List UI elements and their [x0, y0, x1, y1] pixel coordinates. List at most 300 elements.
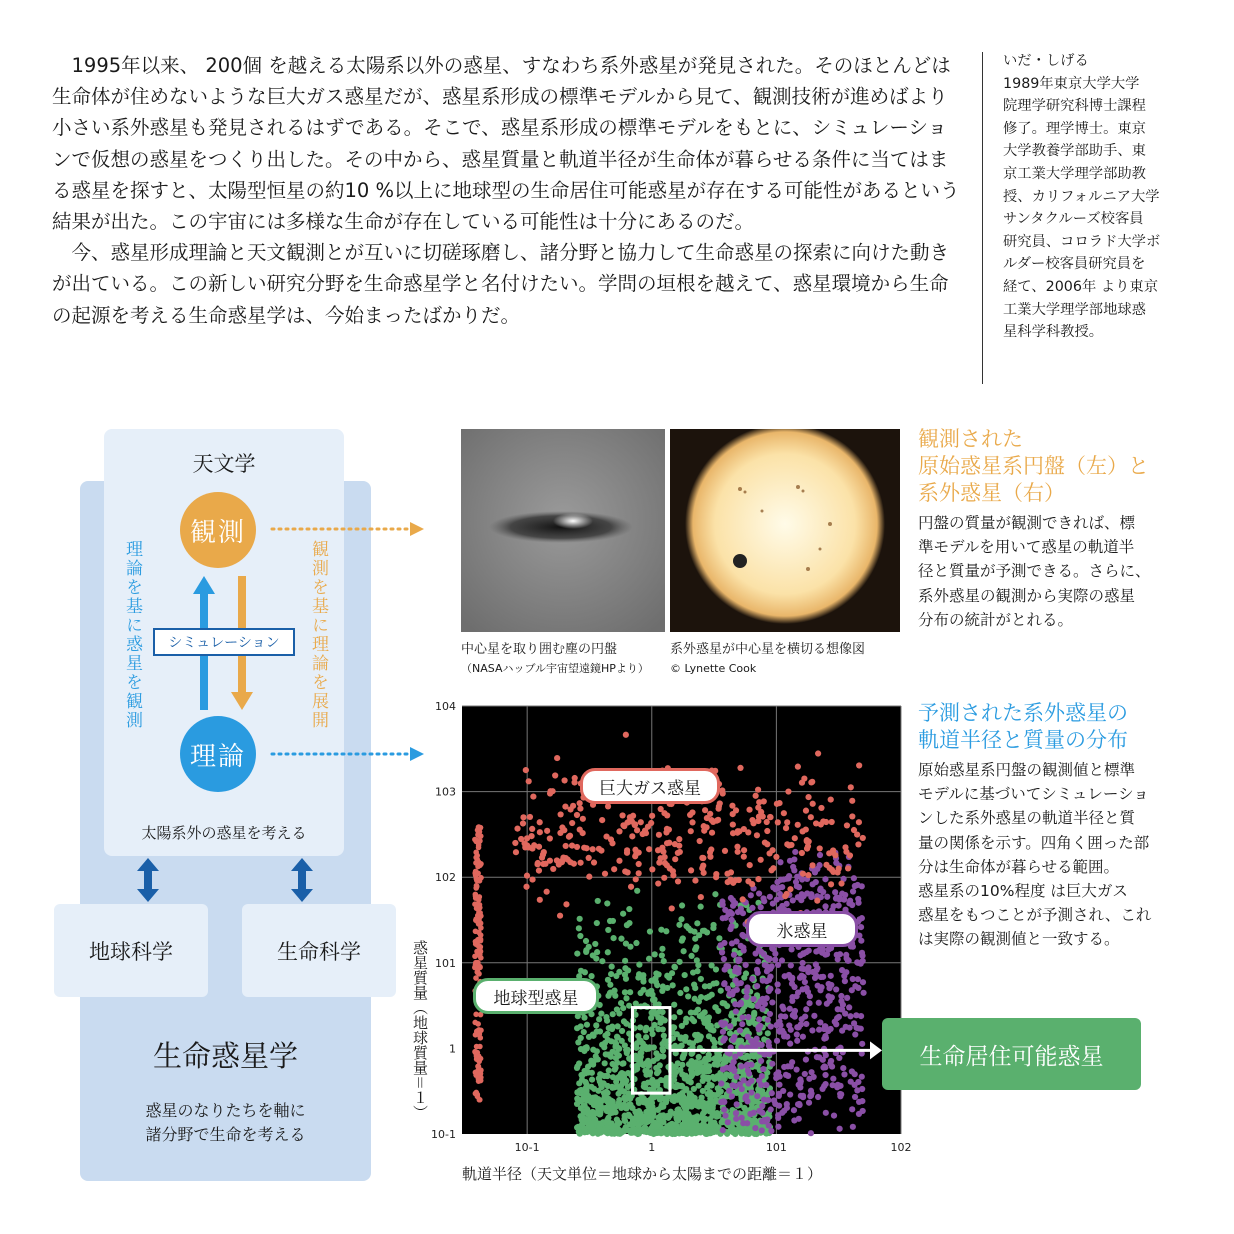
data-point — [633, 1000, 639, 1006]
data-point — [760, 895, 766, 901]
data-point — [826, 985, 832, 991]
data-point — [685, 1078, 691, 1084]
data-point — [692, 1065, 698, 1071]
data-point — [623, 976, 629, 982]
simulation-label: シミュレーション — [153, 628, 295, 656]
data-point — [858, 1013, 864, 1019]
data-point — [633, 940, 639, 946]
data-point — [612, 993, 618, 999]
data-point — [554, 755, 560, 761]
data-point — [734, 844, 740, 850]
data-point — [682, 1118, 688, 1124]
data-point — [791, 1107, 797, 1113]
data-point — [680, 1055, 686, 1061]
data-point — [629, 833, 635, 839]
main-description-2: 諸分野で生命を考える — [145, 1125, 306, 1144]
data-point — [677, 990, 683, 996]
data-point — [578, 1046, 584, 1052]
data-point — [764, 841, 770, 847]
data-point — [813, 973, 819, 979]
data-point — [759, 1103, 765, 1109]
data-point — [837, 951, 843, 957]
data-point — [710, 922, 716, 928]
data-point — [544, 828, 550, 834]
data-point — [849, 813, 855, 819]
data-point — [604, 1090, 610, 1096]
data-point — [803, 826, 809, 832]
data-point — [854, 882, 860, 888]
observation-circle: 観測 — [180, 492, 256, 568]
data-point — [634, 1062, 640, 1068]
data-point — [679, 902, 685, 908]
data-point — [852, 983, 858, 989]
data-point — [849, 798, 855, 804]
data-point — [819, 950, 825, 956]
data-point — [591, 1119, 597, 1125]
data-point — [688, 1129, 694, 1135]
data-point — [787, 886, 793, 892]
data-point — [860, 979, 866, 985]
data-point — [756, 1016, 762, 1022]
data-point — [652, 951, 658, 957]
data-point — [791, 856, 797, 862]
data-point — [755, 787, 761, 793]
section-heading-line: 系外惑星（右） — [918, 481, 1065, 505]
data-point — [552, 772, 558, 778]
data-point — [761, 951, 767, 957]
data-point — [678, 916, 684, 922]
data-point — [847, 898, 853, 904]
data-point — [605, 1115, 611, 1121]
data-point — [703, 995, 709, 1001]
data-point — [763, 1082, 769, 1088]
column-divider — [982, 52, 983, 384]
data-point — [686, 1040, 692, 1046]
data-point — [604, 1018, 610, 1024]
data-point — [664, 840, 670, 846]
data-point — [848, 784, 854, 790]
data-point — [597, 1126, 603, 1132]
data-point — [856, 1099, 862, 1105]
data-point — [822, 1081, 828, 1087]
data-point — [604, 1098, 610, 1104]
data-point — [475, 1094, 481, 1100]
data-point — [710, 1027, 716, 1033]
data-point — [808, 1069, 814, 1075]
data-point — [594, 1029, 600, 1035]
data-point — [796, 1101, 802, 1107]
data-point — [692, 985, 698, 991]
x-tick-label: 10-1 — [514, 1141, 540, 1154]
data-point — [729, 1093, 735, 1099]
data-point — [744, 984, 750, 990]
data-point — [800, 871, 806, 877]
section-heading-line: 観測された — [918, 427, 1023, 451]
data-point — [748, 1062, 754, 1068]
data-point — [849, 1106, 855, 1112]
data-point — [567, 833, 573, 839]
data-point — [660, 849, 666, 855]
data-point — [823, 1110, 829, 1116]
data-point — [704, 1064, 710, 1070]
data-point — [725, 1119, 731, 1125]
data-point — [739, 1115, 745, 1121]
data-point — [746, 807, 752, 813]
left-arrow-text: 理論を基に惑星を観測 — [122, 540, 142, 730]
data-point — [842, 892, 848, 898]
data-point — [799, 965, 805, 971]
section-body-line: 準モデルを用いて惑星の軌道半 — [918, 538, 1135, 557]
data-point — [807, 993, 813, 999]
data-point — [669, 905, 675, 911]
data-point — [738, 1000, 744, 1006]
data-point — [622, 989, 628, 995]
data-point — [619, 1028, 625, 1034]
data-point — [810, 801, 816, 807]
data-point — [595, 1107, 601, 1113]
data-point — [627, 1113, 633, 1119]
data-point — [648, 988, 654, 994]
data-point — [608, 971, 614, 977]
data-point — [475, 827, 481, 833]
data-point — [601, 1044, 607, 1050]
data-point — [785, 788, 791, 794]
data-point — [723, 963, 729, 969]
data-point — [695, 1032, 701, 1038]
data-point — [756, 799, 762, 805]
data-point — [478, 1035, 484, 1041]
data-point — [830, 1076, 836, 1082]
data-point — [732, 1001, 738, 1007]
data-point — [577, 860, 583, 866]
data-point — [725, 985, 731, 991]
data-point — [678, 1043, 684, 1049]
data-point — [701, 823, 707, 829]
bio-line: 修了。理学博士。東京 — [1003, 120, 1146, 137]
data-point — [781, 1108, 787, 1114]
data-point — [473, 928, 479, 934]
data-point — [540, 851, 546, 857]
data-point — [583, 1087, 589, 1093]
data-point — [665, 1115, 671, 1121]
data-point — [822, 903, 828, 909]
data-point — [776, 1082, 782, 1088]
data-point — [474, 878, 480, 884]
data-point — [636, 1100, 642, 1106]
data-point — [858, 938, 864, 944]
data-point — [817, 845, 823, 851]
data-point — [788, 962, 794, 968]
data-point — [775, 988, 781, 994]
data-point — [598, 1120, 604, 1126]
data-point — [583, 947, 589, 953]
data-point — [610, 935, 616, 941]
data-point — [762, 1001, 768, 1007]
data-point — [614, 1006, 620, 1012]
gas-giant-label: 巨大ガス惑星 — [580, 768, 720, 804]
data-point — [770, 865, 776, 871]
data-point — [839, 1006, 845, 1012]
x-axis-label: 軌道半径（天文単位＝地球から太陽までの距離＝１） — [462, 1165, 823, 1183]
bio-line: サンタクルーズ校客員 — [1003, 211, 1144, 228]
bio-line: 京工業大学理学部助教 — [1003, 165, 1146, 182]
data-point — [671, 1002, 677, 1008]
data-point — [583, 938, 589, 944]
data-point — [597, 1071, 603, 1077]
data-point — [542, 861, 548, 867]
data-point — [758, 904, 764, 910]
data-point — [477, 910, 483, 916]
data-point — [475, 832, 481, 838]
data-point — [818, 984, 824, 990]
double-arrow-icon — [291, 858, 313, 902]
data-point — [672, 1043, 678, 1049]
data-point — [605, 803, 611, 809]
data-point — [706, 983, 712, 989]
data-point — [803, 1057, 809, 1063]
terrestrial-label: 地球型惑星 — [473, 978, 599, 1014]
data-point — [749, 976, 755, 982]
data-point — [659, 946, 665, 952]
bio-line: 経て、2006年 より東京 — [1003, 278, 1159, 295]
data-point — [649, 813, 655, 819]
data-point — [730, 821, 736, 827]
data-point — [569, 820, 575, 826]
data-point — [611, 866, 617, 872]
data-point — [630, 1118, 636, 1124]
data-point — [605, 927, 611, 933]
data-point — [743, 970, 749, 976]
data-point — [591, 859, 597, 865]
data-point — [805, 843, 811, 849]
data-point — [571, 861, 577, 867]
data-point — [565, 856, 571, 862]
data-point — [605, 1052, 611, 1058]
data-point — [762, 1118, 768, 1124]
data-point — [850, 976, 856, 982]
data-point — [766, 977, 772, 983]
data-point — [478, 861, 484, 867]
data-point — [653, 1050, 659, 1056]
data-point — [714, 1113, 720, 1119]
data-point — [694, 920, 700, 926]
data-point — [828, 1026, 834, 1032]
data-point — [544, 889, 550, 895]
data-point — [671, 1014, 677, 1020]
data-point — [760, 978, 766, 984]
data-point — [820, 889, 826, 895]
data-point — [586, 874, 592, 880]
data-point — [734, 1101, 740, 1107]
data-point — [754, 983, 760, 989]
data-point — [800, 950, 806, 956]
data-point — [822, 1023, 828, 1029]
data-point — [775, 1124, 781, 1130]
data-point — [700, 855, 706, 861]
data-point — [472, 953, 478, 959]
data-point — [610, 1074, 616, 1080]
data-point — [593, 1022, 599, 1028]
data-point — [720, 1066, 726, 1072]
bio-line: 研究員、コロラド大学ボ — [1003, 233, 1161, 250]
data-point — [776, 1103, 782, 1109]
data-point — [727, 1066, 733, 1072]
data-point — [844, 995, 850, 1001]
data-point — [767, 894, 773, 900]
habitable-planet-box: 生命居住可能惑星 — [882, 1018, 1141, 1090]
data-point — [755, 970, 761, 976]
data-point — [756, 1077, 762, 1083]
intro-paragraph-2: 今、惑星形成理論と天文観測とが互いに切磋琢磨し、諸分野と協力して生命惑星の探索に向けた動きが出ている。この新しい研究分野を生命惑星学と名付けたい。学問の垣根を越えて、惑星環境から生命の起源を考える生命惑星学は、今始まったばかりだ。 — [52, 241, 950, 327]
data-point — [754, 1093, 760, 1099]
data-point — [590, 1113, 596, 1119]
data-point — [838, 993, 844, 999]
data-point — [725, 879, 731, 885]
data-point — [676, 1083, 682, 1089]
data-point — [632, 822, 638, 828]
data-point — [624, 847, 630, 853]
data-point — [829, 994, 835, 1000]
data-point — [582, 969, 588, 975]
data-point — [782, 1013, 788, 1019]
data-point — [698, 894, 704, 900]
data-point — [694, 957, 700, 963]
data-point — [524, 842, 530, 848]
data-point — [567, 806, 573, 812]
data-point — [473, 839, 479, 845]
data-point — [638, 819, 644, 825]
data-point — [728, 895, 734, 901]
data-point — [584, 1082, 590, 1088]
data-point — [816, 1000, 822, 1006]
data-point — [765, 1017, 771, 1023]
data-point — [536, 867, 542, 873]
data-point — [634, 1056, 640, 1062]
data-point — [792, 835, 798, 841]
data-point — [844, 955, 850, 961]
data-point — [716, 935, 722, 941]
data-point — [627, 1096, 633, 1102]
data-point — [755, 958, 761, 964]
data-point — [590, 1047, 596, 1053]
data-point — [731, 952, 737, 958]
section-body-line: 惑星をもつことが予測され、これ — [918, 906, 1152, 925]
data-point — [656, 1009, 662, 1015]
data-point — [671, 1024, 677, 1030]
data-point — [683, 1073, 689, 1079]
data-point — [767, 850, 773, 856]
data-point — [741, 847, 747, 853]
data-point — [720, 1022, 726, 1028]
data-point — [732, 1053, 738, 1059]
data-point — [789, 976, 795, 982]
data-point — [599, 958, 605, 964]
data-point — [576, 1129, 582, 1135]
data-point — [679, 938, 685, 944]
data-point — [794, 1066, 800, 1072]
data-point — [841, 1071, 847, 1077]
data-point — [753, 793, 759, 799]
data-point — [660, 1103, 666, 1109]
section-heading-line: 予測された系外惑星の — [918, 701, 1128, 725]
data-point — [806, 1100, 812, 1106]
planet-icon — [733, 554, 747, 568]
bio-line: 工業大学理学部地球惑 — [1003, 301, 1146, 318]
data-point — [838, 880, 844, 886]
data-point — [860, 835, 866, 841]
data-point — [774, 801, 780, 807]
data-point — [620, 1060, 626, 1066]
data-point — [814, 898, 820, 904]
section-body-line: 量の関係を示す。四角く囲った部 — [918, 833, 1150, 852]
data-point — [537, 897, 543, 903]
data-point — [813, 879, 819, 885]
data-point — [854, 959, 860, 965]
data-point — [473, 860, 479, 866]
data-point — [784, 819, 790, 825]
data-point — [612, 1067, 618, 1073]
data-point — [702, 807, 708, 813]
data-point — [789, 994, 795, 1000]
data-point — [791, 1117, 797, 1123]
data-point — [811, 1013, 817, 1019]
data-point — [661, 875, 667, 881]
data-point — [547, 790, 553, 796]
data-point — [709, 1092, 715, 1098]
data-point — [692, 1009, 698, 1015]
data-point — [629, 1105, 635, 1111]
data-point — [805, 964, 811, 970]
data-point — [803, 808, 809, 814]
data-point — [618, 1075, 624, 1081]
data-point — [744, 1098, 750, 1104]
data-point — [677, 849, 683, 855]
data-point — [659, 1045, 665, 1051]
data-point — [748, 892, 754, 898]
data-point — [785, 875, 791, 881]
data-point — [536, 844, 542, 850]
data-point — [714, 1129, 720, 1135]
data-point — [604, 1073, 610, 1079]
data-point — [800, 960, 806, 966]
data-point — [794, 1038, 800, 1044]
data-point — [589, 1076, 595, 1082]
data-point — [584, 1045, 590, 1051]
data-point — [771, 1097, 777, 1103]
data-point — [860, 990, 866, 996]
data-point — [787, 1091, 793, 1097]
data-point — [582, 1129, 588, 1135]
link-arrows — [80, 855, 371, 905]
data-point — [739, 1021, 745, 1027]
data-point — [646, 846, 652, 852]
data-point — [689, 819, 695, 825]
data-point — [615, 1091, 621, 1097]
data-point — [474, 853, 480, 859]
data-point — [830, 847, 836, 853]
data-point — [574, 1025, 580, 1031]
data-point — [716, 1088, 722, 1094]
data-point — [859, 950, 865, 956]
data-point — [580, 816, 586, 822]
data-point — [591, 1086, 597, 1092]
data-point — [691, 1018, 697, 1024]
data-point — [636, 870, 642, 876]
data-point — [577, 805, 583, 811]
data-point — [808, 1130, 814, 1136]
data-point — [605, 977, 611, 983]
data-point — [806, 948, 812, 954]
